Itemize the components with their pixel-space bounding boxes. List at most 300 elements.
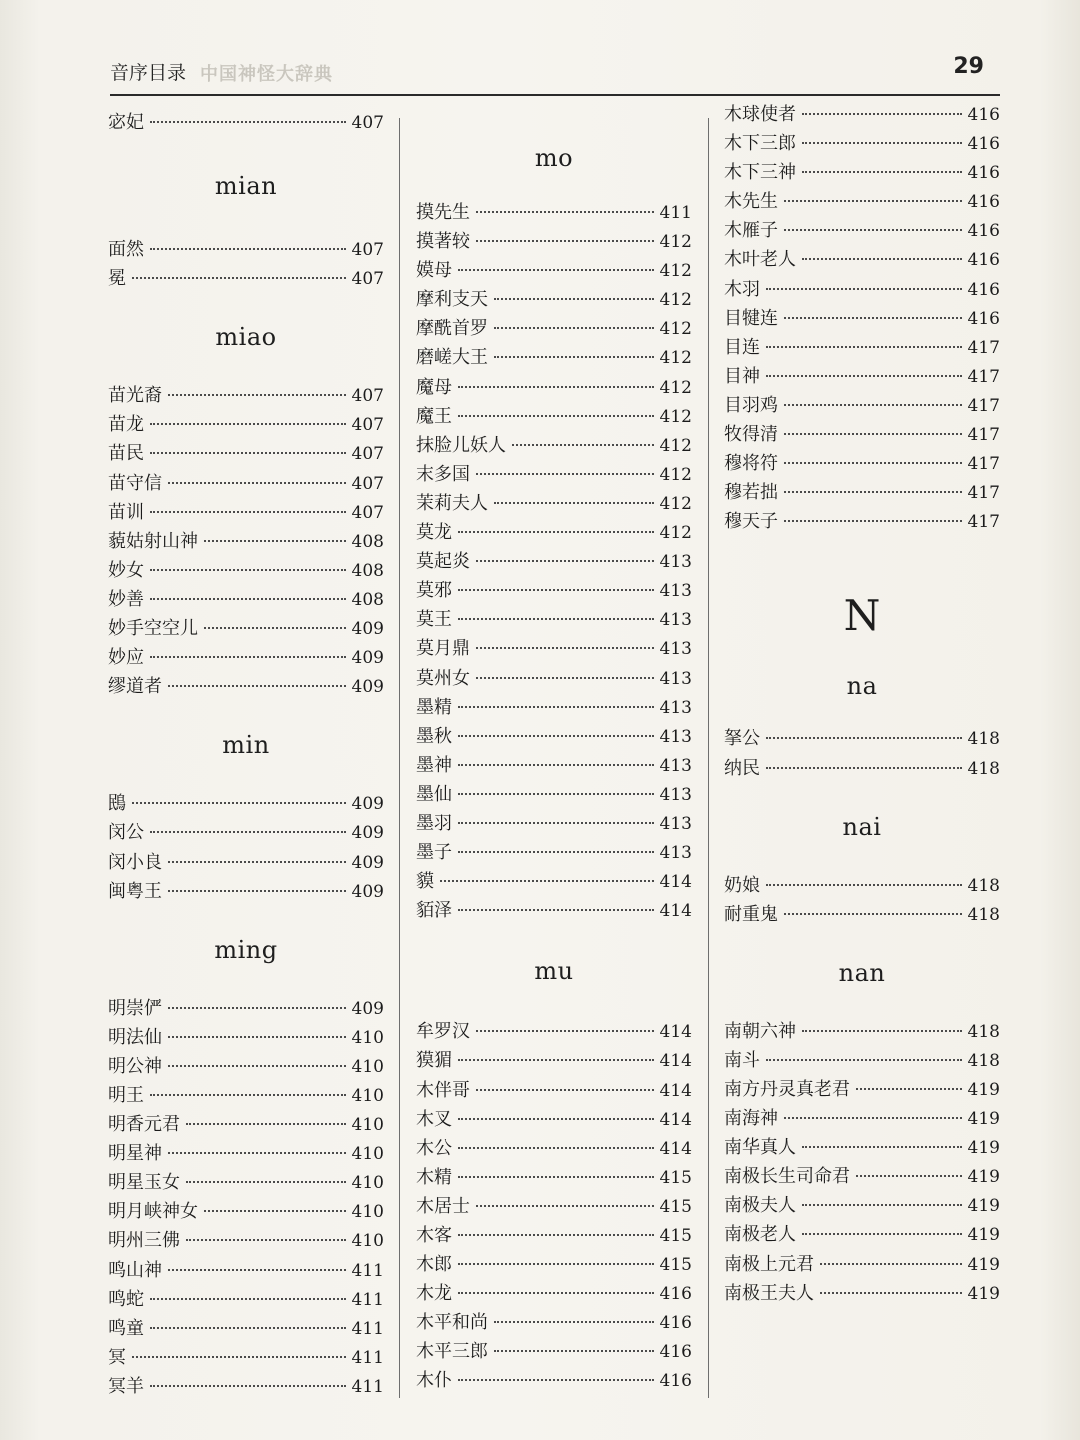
entry-page-number: 417 [967,512,1000,533]
index-entry [108,818,384,847]
dot-leader [802,171,962,173]
index-entry [724,1104,1000,1133]
index-entry [724,1250,1000,1279]
dot-leader [512,444,654,446]
entry-page-number: 410 [351,1173,384,1194]
dot-leader [204,1210,346,1212]
pinyin-heading: mu [534,957,574,986]
dot-leader [186,1239,346,1241]
dot-leader [784,229,962,231]
index-entry [416,664,692,693]
entry-page-number: 414 [659,1109,692,1130]
entry-name: 摩酰首罗 [416,318,488,340]
entry-page-number: 416 [659,1342,692,1363]
entry-page-number: 409 [351,677,384,698]
dot-leader [476,211,654,213]
index-entry [724,275,1000,304]
dot-leader [150,248,346,250]
index-entry [416,809,692,838]
entry-page-number: 417 [967,337,1000,358]
dot-leader [458,1118,654,1120]
entry-page-number: 412 [659,319,692,340]
dot-leader [150,1094,346,1096]
entry-name: 墨仙 [416,783,452,805]
entry-page-number: 414 [659,901,692,922]
entry-name: 南极老人 [724,1224,796,1246]
entry-name: 南极夫人 [724,1195,796,1217]
index-entry [724,100,1000,129]
dot-leader [820,1292,962,1294]
entry-name: 明星玉女 [108,1172,180,1194]
index-entry [108,614,384,643]
index-entry [108,1285,384,1314]
index-section [108,293,384,701]
entry-page-number: 415 [659,1196,692,1217]
entry-page-number: 412 [659,232,692,253]
dot-leader [150,1327,346,1329]
entry-name: 墨羽 [416,812,452,834]
entry-page-number: 419 [967,1109,1000,1130]
entry-name: 貘 [416,871,434,893]
index-entry [724,1279,1000,1308]
entry-page-number: 409 [351,881,384,902]
dot-leader [458,909,654,911]
index-entry [416,780,692,809]
index-entry [416,838,692,867]
entry-page-number: 413 [659,755,692,776]
dot-leader [458,1147,654,1149]
entry-page-number: 418 [967,729,1000,750]
index-column-3 [724,100,1000,1308]
dot-leader [494,502,654,504]
entry-name: 明法仙 [108,1026,162,1048]
dot-leader [494,327,654,329]
entry-page-number: 416 [659,1284,692,1305]
dot-leader [494,356,654,358]
entry-name: 南极上元君 [724,1253,814,1275]
dot-leader [784,520,962,522]
entry-name: 末多国 [416,463,470,485]
index-entry [724,1046,1000,1075]
dot-leader [150,831,346,833]
dot-leader [458,1263,654,1265]
entry-page-number: 413 [659,581,692,602]
entry-page-number: 416 [659,1371,692,1392]
dot-leader [458,793,654,795]
dot-leader [458,851,654,853]
dot-leader [150,1385,346,1387]
dot-leader [186,1181,346,1183]
entry-page-number: 409 [351,619,384,640]
entry-name: 明崇俨 [108,997,162,1019]
entry-name: 貊泽 [416,900,452,922]
dot-leader [820,1263,962,1265]
entry-name: 鸣童 [108,1317,144,1339]
index-column-1 [108,108,384,1401]
entry-name: 穆天子 [724,511,778,533]
index-entry [724,391,1000,420]
index-section [108,137,384,293]
index-entry [416,431,692,460]
entry-name: 墨秋 [416,725,452,747]
dot-leader [168,394,346,396]
dot-leader [766,884,962,886]
index-entry [416,402,692,431]
entry-name: 鴖 [108,793,126,815]
dot-leader [784,433,962,435]
entry-page-number: 417 [967,366,1000,387]
index-section [416,925,692,1395]
entry-name: 明月峡神女 [108,1201,198,1223]
entry-name: 妙善 [108,588,144,610]
index-entry [416,867,692,896]
index-entry [108,381,384,410]
entry-name: 缪道者 [108,676,162,698]
dot-leader [204,540,346,542]
entry-page-number: 414 [659,1051,692,1072]
entry-name: 耐重鬼 [724,903,778,925]
entry-page-number: 412 [659,523,692,544]
index-entry [416,1046,692,1075]
dot-leader [168,890,346,892]
entry-page-number: 407 [351,269,384,290]
index-entry [108,556,384,585]
entry-name: 木客 [416,1225,452,1246]
index-section [108,701,384,905]
index-entry [724,1133,1000,1162]
index-entry [416,1337,692,1366]
entry-name: 木平三郎 [416,1341,488,1363]
index-entry [416,1366,692,1395]
entry-name: 摸著较 [416,231,470,253]
entry-name: 目犍连 [724,307,778,329]
entry-page-number: 418 [967,1050,1000,1071]
entry-page-number: 414 [659,1138,692,1159]
entry-page-number: 417 [967,425,1000,446]
dot-leader [168,1065,346,1067]
dot-leader [476,647,654,649]
entry-page-number: 407 [351,415,384,436]
index-entry [108,1372,384,1401]
index-entry [724,129,1000,158]
dot-leader [150,423,346,425]
index-entry [724,449,1000,478]
entry-page-number: 416 [659,1313,692,1334]
entry-page-number: 417 [967,454,1000,475]
dot-leader [784,491,962,493]
entry-page-number: 412 [659,464,692,485]
entry-name: 莫起炎 [416,551,470,573]
entry-name: 明州三佛 [108,1230,180,1252]
pinyin-heading: na [846,672,878,701]
entry-page-number: 409 [351,794,384,815]
entry-name: 目连 [724,336,760,358]
entry-name: 目羽鸡 [724,394,778,416]
dot-leader [458,822,654,824]
dot-leader [494,1350,654,1352]
dot-leader [204,627,346,629]
entry-page-number: 411 [351,1289,384,1310]
dot-leader [458,1176,654,1178]
index-entry [416,1017,692,1046]
entry-name: 南华真人 [724,1137,796,1159]
dot-leader [458,386,654,388]
entry-page-number: 413 [659,668,692,689]
index-entry [108,1110,384,1139]
index-entry [108,1168,384,1197]
header-subtitle-bleed: 中国神怪大辞典 [200,64,333,85]
index-entry [108,527,384,556]
column-divider [399,118,400,1398]
dot-leader [476,1089,654,1091]
entry-page-number: 412 [659,377,692,398]
entry-name: 莫州女 [416,667,470,689]
dot-leader [476,473,654,475]
index-entry [416,722,692,751]
entry-page-number: 411 [351,1376,384,1397]
index-entry [724,478,1000,507]
entry-page-number: 413 [659,784,692,805]
entry-page-number: 407 [351,240,384,261]
dot-leader [476,560,654,562]
index-entry [108,1343,384,1372]
entry-name: 明王 [108,1084,144,1106]
entry-name: 木先生 [724,191,778,213]
index-section [108,108,384,137]
entry-name: 墨子 [416,842,452,864]
index-entry [416,1250,692,1279]
dot-leader [150,656,346,658]
entry-page-number: 414 [659,1080,692,1101]
entry-page-number: 416 [967,163,1000,184]
dot-leader [132,1356,346,1358]
entry-name: 木雁子 [724,220,778,242]
dot-leader [168,1036,346,1038]
entry-page-number: 410 [351,1202,384,1223]
entry-page-number: 412 [659,348,692,369]
entry-name: 木羽 [724,278,760,300]
entry-page-number: 408 [351,589,384,610]
index-entry [108,1023,384,1052]
entry-name: 纳民 [724,757,760,779]
entry-page-number: 417 [967,483,1000,504]
index-entry [724,1191,1000,1220]
dot-leader [856,1088,962,1090]
index-entry [416,285,692,314]
entry-page-number: 418 [967,904,1000,925]
index-entry [108,439,384,468]
entry-page-number: 410 [351,1027,384,1048]
dot-leader [458,706,654,708]
index-entry [108,1139,384,1168]
index-entry [416,547,692,576]
dot-leader [458,764,654,766]
dot-leader [476,1205,654,1207]
index-entry [108,877,384,906]
dot-leader [802,258,962,260]
index-entry [416,314,692,343]
dot-leader [784,913,962,915]
index-entry [416,605,692,634]
dot-leader [440,880,654,882]
dot-leader [150,1298,346,1300]
entry-name: 魔母 [416,376,452,398]
dot-leader [132,277,346,279]
index-entry [724,216,1000,245]
dot-leader [458,1379,654,1381]
pinyin-heading: nai [842,812,882,841]
entry-name: 冥羊 [108,1375,144,1397]
index-entry [416,227,692,256]
dot-leader [784,317,962,319]
index-entry [416,1105,692,1134]
entry-page-number: 416 [967,134,1000,155]
entry-page-number: 419 [967,1196,1000,1217]
index-section [108,906,384,1401]
index-entry [108,672,384,701]
index-entry [724,245,1000,274]
entry-page-number: 413 [659,726,692,747]
entry-page-number: 416 [967,308,1000,329]
entry-name: 木伴哥 [416,1079,470,1101]
entry-page-number: 413 [659,697,692,718]
entry-name: 苗守信 [108,472,162,494]
entry-name: 穆将符 [724,453,778,475]
entry-name: 闵小良 [108,851,162,873]
dot-leader [766,288,962,290]
entry-page-number: 412 [659,261,692,282]
entry-name: 明公神 [108,1055,162,1077]
index-section [724,929,1000,1308]
dot-leader [766,375,962,377]
dot-leader [766,1059,962,1061]
entry-name: 莫龙 [416,522,452,544]
index-entry [416,1076,692,1105]
entry-name: 牧得清 [724,424,778,446]
index-entry [416,198,692,227]
entry-name: 木叶老人 [724,249,796,271]
entry-name: 莫王 [416,609,452,631]
dot-leader [168,685,346,687]
index-entry [416,1163,692,1192]
dot-leader [802,142,962,144]
dot-leader [150,121,346,123]
entry-name: 苗光裔 [108,385,162,407]
entry-name: 鸣蛇 [108,1288,144,1310]
entry-page-number: 410 [351,1115,384,1136]
index-entry [724,158,1000,187]
page-number: 29 [953,54,984,79]
entry-page-number: 416 [967,221,1000,242]
entry-name: 藐姑射山神 [108,530,198,552]
dot-leader [150,452,346,454]
index-entry [724,420,1000,449]
entry-page-number: 412 [659,493,692,514]
page-header [110,50,1000,96]
entry-name: 南海神 [724,1108,778,1130]
dot-leader [150,511,346,513]
pinyin-heading: min [222,731,270,760]
entry-name: 茉莉夫人 [416,492,488,514]
entry-page-number: 407 [351,502,384,523]
dot-leader [802,1030,962,1032]
entry-page-number: 419 [967,1254,1000,1275]
entry-name: 魔王 [416,405,452,427]
dot-leader [458,1292,654,1294]
entry-page-number: 415 [659,1255,692,1276]
dot-leader [784,462,962,464]
entry-name: 木仆 [416,1370,452,1392]
index-entry [416,896,692,925]
index-entry [724,1162,1000,1191]
entry-page-number: 411 [659,203,692,223]
dot-leader [458,531,654,533]
entry-page-number: 408 [351,531,384,552]
entry-name: 明香元君 [108,1114,180,1136]
entry-page-number: 415 [659,1226,692,1246]
index-entry [724,900,1000,929]
index-entry [724,1075,1000,1104]
entry-name: 冕 [108,268,126,290]
entry-name: 南极王夫人 [724,1282,814,1304]
index-entry [108,643,384,672]
entry-name: 嫫母 [416,260,452,282]
entry-page-number: 410 [351,1231,384,1252]
entry-page-number: 407 [351,386,384,407]
entry-name: 面然 [108,239,144,261]
dot-leader [476,240,654,242]
dot-leader [458,735,654,737]
entry-name: 妙手空空儿 [108,618,198,640]
index-entry [108,108,384,137]
entry-name: 莫月鼎 [416,638,470,660]
entry-page-number: 409 [351,998,384,1019]
entry-page-number: 418 [967,875,1000,896]
entry-name: 摸先生 [416,202,470,223]
entry-name: 南朝六神 [724,1020,796,1042]
entry-name: 明星神 [108,1143,162,1165]
entry-page-number: 411 [351,1347,384,1368]
index-entry [724,187,1000,216]
entry-page-number: 412 [659,290,692,311]
index-entry [724,507,1000,536]
dot-leader [458,269,654,271]
dot-leader [458,415,654,417]
index-column-2 [416,108,692,1396]
index-entry [108,1197,384,1226]
index-entry [416,1192,692,1221]
entry-name: 莫邪 [416,580,452,602]
entry-name: 木平和尚 [416,1312,488,1334]
index-entry [416,460,692,489]
index-entry [108,585,384,614]
header-title: 音序目录 [110,62,187,84]
index-entry [724,724,1000,753]
index-entry [724,1017,1000,1046]
entry-page-number: 409 [351,823,384,844]
index-section [724,783,1000,929]
entry-name: 宓妃 [108,112,144,133]
dot-leader [802,1146,962,1148]
entry-name: 木龙 [416,1283,452,1305]
entry-page-number: 419 [967,1167,1000,1188]
dot-leader [784,1117,962,1119]
index-section [416,108,692,925]
entry-page-number: 413 [659,813,692,834]
index-entry [724,1220,1000,1249]
index-entry [108,1081,384,1110]
entry-name: 南斗 [724,1049,760,1071]
